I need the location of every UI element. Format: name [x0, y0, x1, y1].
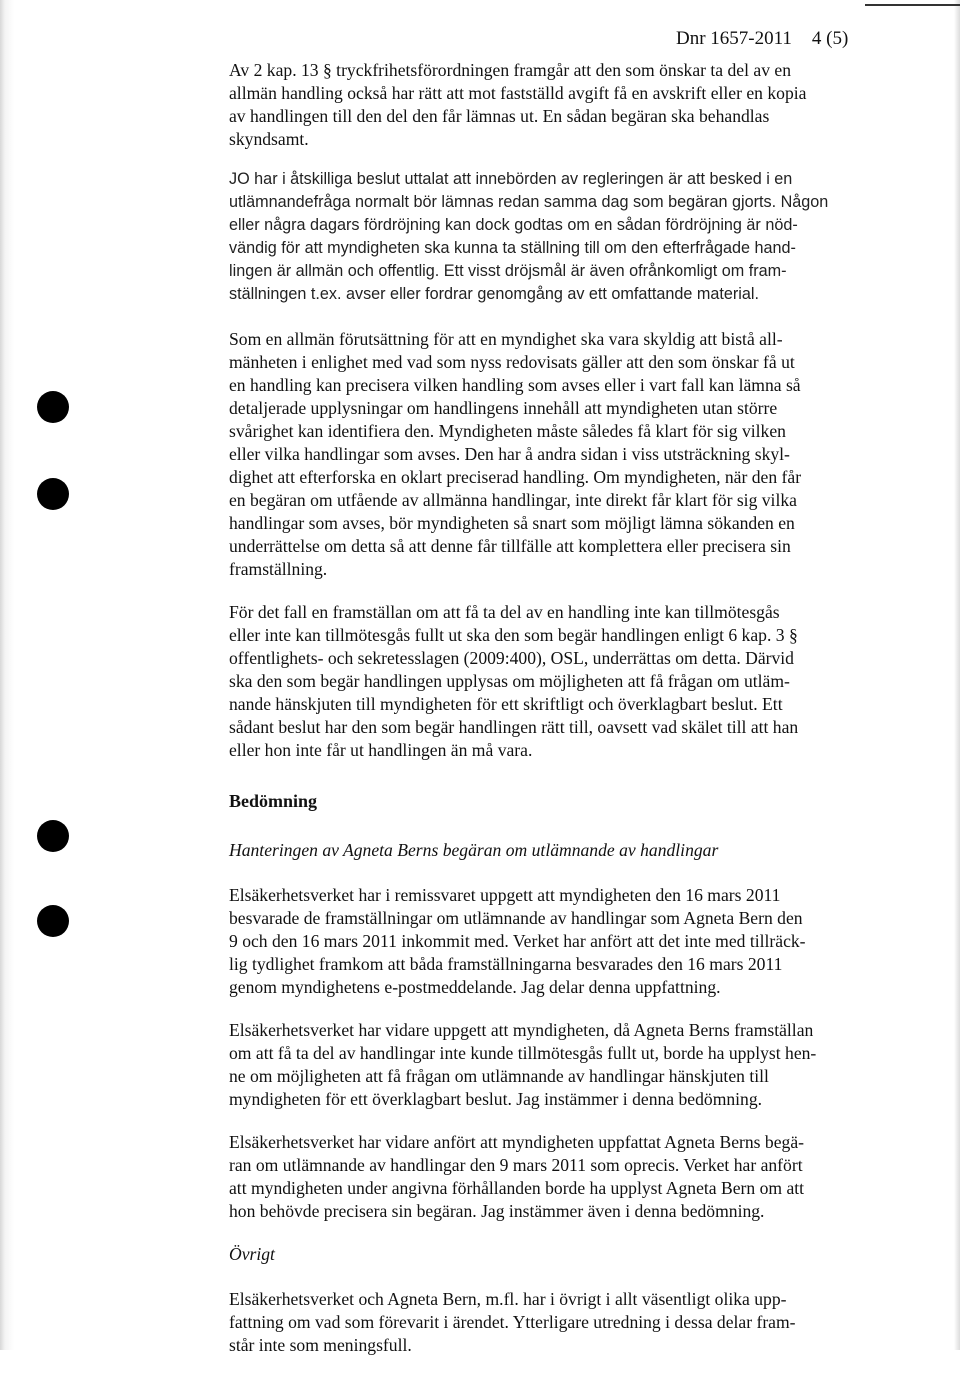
top-rule [865, 4, 960, 6]
text-line: dighet att efterforska en oklart preciserad handling. Om myndigheten, när den får [229, 467, 802, 487]
punch-hole-4 [37, 905, 69, 937]
text-line: JO har i åtskilliga beslut uttalat att innebörden av regleringen är att besked i en [229, 170, 793, 188]
text-line: Elsäkerhetsverket har vidare uppgett att myndigheten, då Agneta Berns framställan [229, 1020, 814, 1040]
text-line: allmän handling också har rätt att mot fastställd avgift få en avskrift eller en kopia [229, 83, 807, 103]
text-line: svårighet kan identifiera den. Myndigheten måste således få klart för sig vilken [229, 421, 786, 441]
paragraph-1 [229, 59, 869, 151]
text-line: nande hänskjuten till myndigheten för ett skriftligt och överklagbart beslut. Ett [229, 694, 783, 714]
text-line: vändig för att myndigheten ska kunna ta ställning till om den efterfrågade hand- [229, 239, 796, 257]
paragraph-4 [229, 601, 869, 762]
text-line: ska den som begär handlingen upplysas om möjligheten att få frågan om utläm- [229, 671, 790, 691]
text-line: offentlighets- och sekretesslagen (2009:400), OSL, underrättas om detta. Därvid [229, 648, 794, 668]
text-line: Som en allmän förutsättning för att en myndighet ska vara skyldig att bistå all- [229, 329, 783, 349]
text-line: myndigheten för ett överklagbart beslut. Jag instämmer i denna bedömning. [229, 1089, 763, 1109]
paragraph-8 [229, 1288, 869, 1357]
text-line: lig tydlighet framkom att båda framställningarna besvarades den 16 mars 2011 [229, 954, 783, 974]
text-line: utlämnandefråga normalt bör lämnas redan samma dag som begäran gjorts. Någon [229, 193, 829, 211]
text-line: Elsäkerhetsverket och Agneta Bern, m.fl. har i övrigt i allt väsentligt olika upp- [229, 1289, 787, 1309]
punch-hole-2 [37, 478, 69, 510]
text-line: att myndigheten under angivna förhållanden borde ha upplyst Agneta Bern om att [229, 1178, 805, 1198]
text-line: detaljerade upplysningar om handlingens innehåll att myndigheten utan större [229, 398, 778, 418]
text-line: mänheten i enlighet med vad som nyss redovisats gäller att den som önskar få ut [229, 352, 795, 372]
paragraph-3 [229, 328, 869, 581]
text-line: fattning om vad som förevarit i ärendet. Ytterligare utredning i dessa delar fram- [229, 1312, 796, 1332]
text-line: ne om möjligheten att få frågan om utlämnande av handlingar hänskjuten till [229, 1066, 769, 1086]
text-line: Av 2 kap. 13 § tryckfrihetsförordningen framgår att den som önskar ta del av en [229, 60, 792, 80]
page-number: 4 (5) [811, 28, 849, 49]
text-line: handlingar som avses, bör myndigheten så snart som möjligt lämna sökanden en [229, 513, 795, 533]
text-line: underrättelse om detta så att denne får tillfälle att komplettera eller precisera sin [229, 536, 791, 556]
text-line: eller hon inte får ut handlingen än må vara. [229, 740, 533, 760]
scan-left-edge [0, 0, 14, 1350]
text-line: en handling kan precisera vilken handling som avses eller i vart fall kan lämna så [229, 375, 801, 395]
text-line: 9 och den 16 mars 2011 inkommit med. Verket har anfört att det inte med tillräck- [229, 931, 806, 951]
text-line: framställning. [229, 559, 328, 579]
text-line: lingen är allmän och offentlig. Ett visst dröjsmål är även ofrånkomligt om fram- [229, 262, 787, 280]
text-line: Elsäkerhetsverket har i remissvaret uppgett att myndigheten den 16 mars 2011 [229, 885, 781, 905]
text-line: ställningen t.ex. avser eller fordrar genomgång av ett omfattande material. [229, 285, 759, 303]
text-line: skyndsamt. [229, 129, 309, 149]
text-line: besvarade de framställningar om utlämnande av handlingar som Agneta Bern den [229, 908, 803, 928]
punch-hole-3 [37, 820, 69, 852]
text-line: För det fall en framställan om att få ta del av en handling inte kan tillmötesgås [229, 602, 780, 622]
text-line: står inte som meningsfull. [229, 1335, 412, 1355]
paragraph-5 [229, 884, 869, 999]
text-line: eller vilka handlingar som avses. Den har å andra sidan i viss utsträckning skyl- [229, 444, 790, 464]
document-body [229, 59, 869, 1374]
text-line: Elsäkerhetsverket har vidare anfört att myndigheten uppfattat Agneta Berns begä- [229, 1132, 805, 1152]
sub-heading: Hanteringen av Agneta Berns begäran om utlämnande av handlingar [229, 840, 719, 860]
section-heading: Bedömning [229, 791, 318, 811]
paragraph-2 [229, 168, 869, 306]
sub-heading: Övrigt [229, 1244, 275, 1264]
text-line: om att få ta del av handlingar inte kunde tillmötesgås fullt ut, borde ha upplyst hen- [229, 1043, 817, 1063]
scan-right-edge [954, 0, 960, 1350]
text-line: genom myndighetens e-postmeddelande. Jag delar denna uppfattning. [229, 977, 721, 997]
page-header [676, 28, 936, 50]
diary-number: Dnr 1657-2011 [676, 28, 792, 49]
text-line: en begäran om utfående av allmänna handlingar, inte direkt får klart för sig vilka [229, 490, 797, 510]
text-line: av handlingen till den del den får lämnas ut. En sådan begäran ska behandlas [229, 106, 770, 126]
text-line: sådant beslut har den som begär handlingen rätt till, oavsett vad skälet till att han [229, 717, 799, 737]
text-line: eller inte kan tillmötesgås fullt ut ska den som begär handlingen enligt 6 kap. 3 § [229, 625, 798, 645]
text-line: hon behövde precisera sin begäran. Jag instämmer även i denna bedömning. [229, 1201, 765, 1221]
text-line: ran om utlämnande av handlingar den 9 mars 2011 som oprecis. Verket har anfört [229, 1155, 803, 1175]
paragraph-6 [229, 1019, 869, 1111]
punch-hole-1 [37, 391, 69, 423]
text-line: eller några dagars fördröjning kan dock godtas om en sådan fördröjning är nöd- [229, 216, 798, 234]
paragraph-7 [229, 1131, 869, 1223]
